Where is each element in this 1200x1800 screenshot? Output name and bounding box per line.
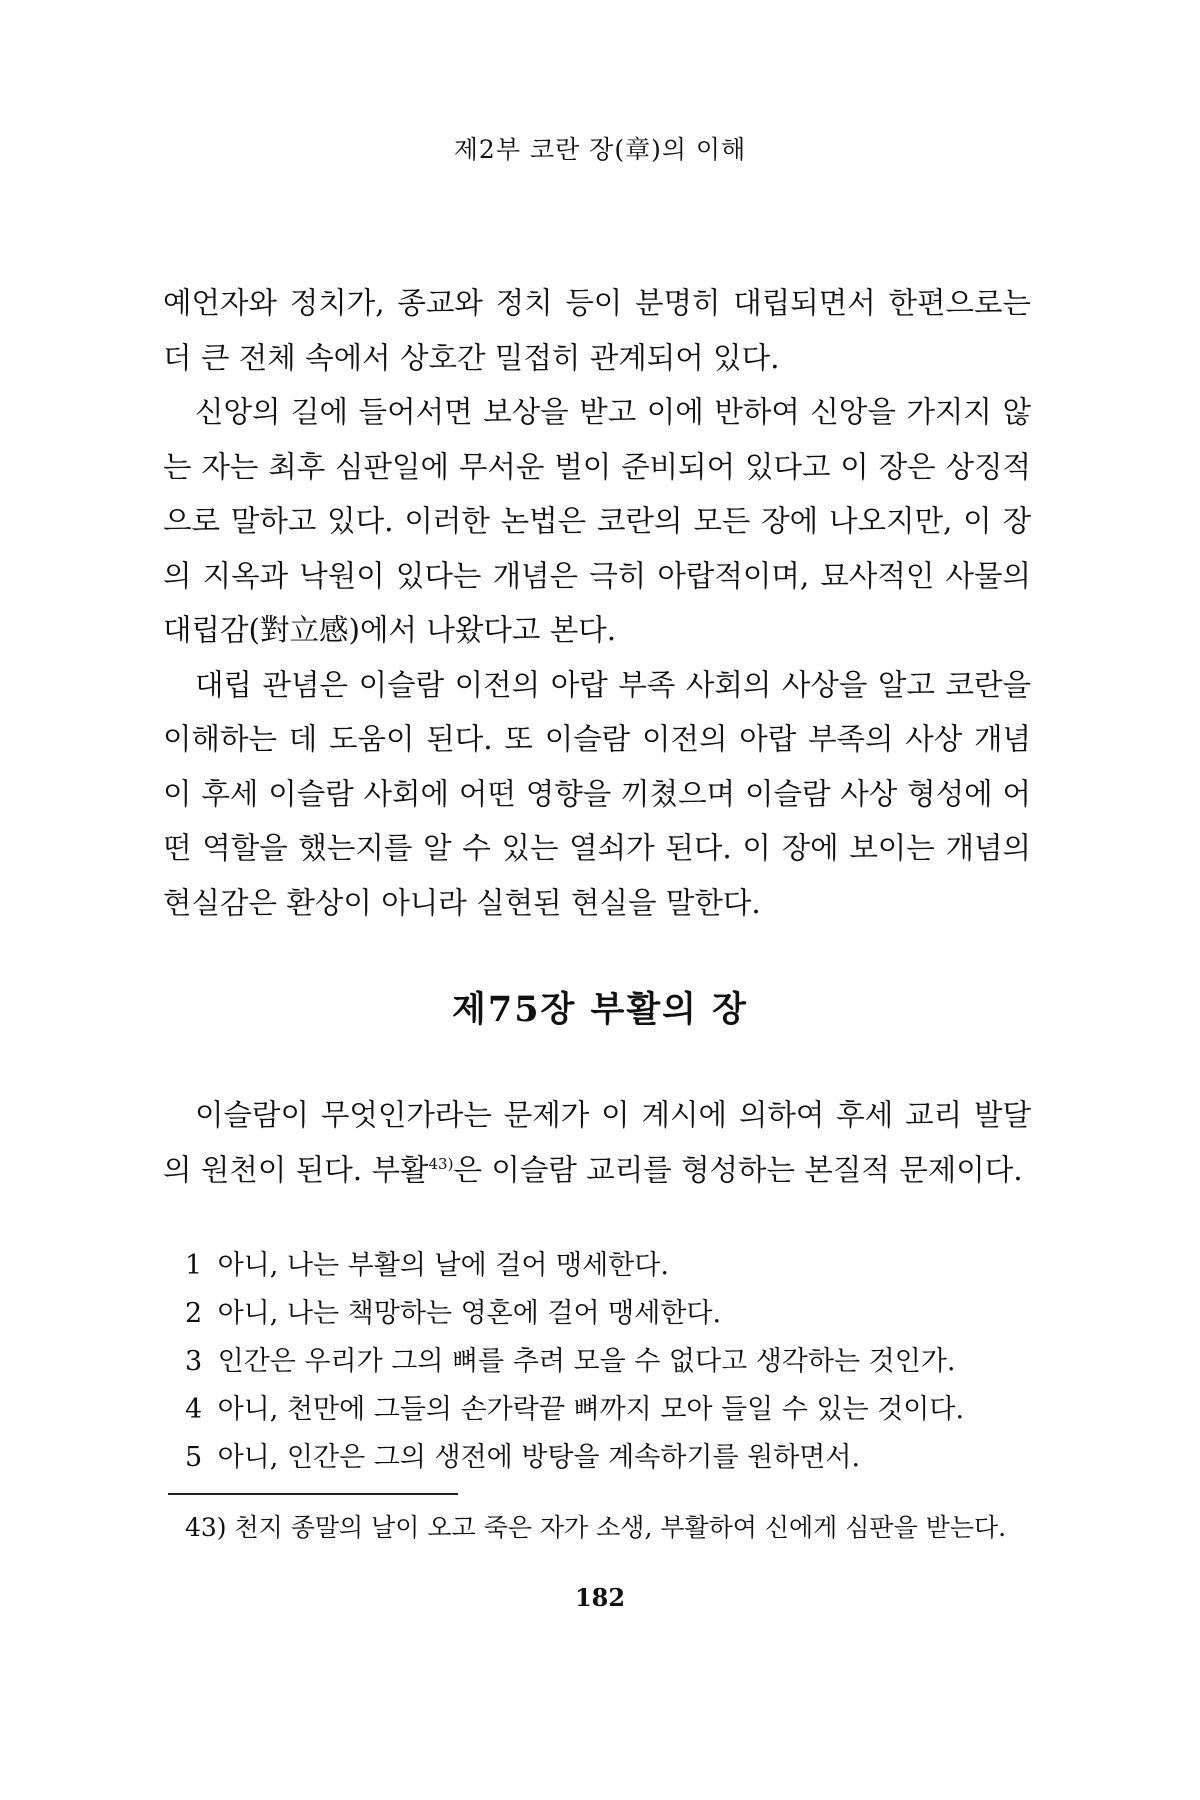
chapter-intro-part1: 이슬람이 무엇인가라는 문제가 이 계시에 의하여 후세 교리 발달의 원천이 된다. 부활	[163, 1098, 1031, 1187]
verse-number: 5	[185, 1442, 203, 1473]
verse-text: 아니, 나는 책망하는 영혼에 걸어 맹세한다.	[217, 1298, 722, 1329]
verse-item	[185, 1434, 1045, 1482]
paragraph-1: 예언자와 정치가, 종교와 정치 등이 분명히 대립되면서 한편으로는 더 큰 전체 속에서 상호간 밀접히 관계되어 있다.	[163, 286, 1031, 375]
verse-item	[185, 1290, 1045, 1338]
verse-item	[185, 1338, 1045, 1386]
verse-text: 아니, 나는 부활의 날에 걸어 맹세한다.	[217, 1250, 669, 1281]
verse-text: 아니, 인간은 그의 생전에 방탕을 계속하기를 원하면서.	[217, 1442, 861, 1473]
verse-number: 3	[185, 1346, 203, 1377]
footnote: 43) 천지 종말의 날이 오고 죽은 자가 소생, 부활하여 신에게 심판을 받는다.	[185, 1513, 1007, 1542]
paragraph-2: 신앙의 길에 들어서면 보상을 받고 이에 반하여 신앙을 가지지 않는 자는 최후 심판일에 무서운 벌이 준비되어 있다고 이 장은 상징적으로 말하고 있다. 이러한 논법은 코란의 모든 장에 나오지만, 이 장의 지옥과 낙원이 있다는 개념은 극히 아랍적이며, 묘사적인 사물의 대립감(對立感)에서 나왔다고 본다.	[163, 395, 1031, 647]
paragraph-3: 대립 관념은 이슬람 이전의 아랍 부족 사회의 사상을 알고 코란을 이해하는 데 도움이 된다. 또 이슬람 이전의 아랍 부족의 사상 개념이 후세 이슬람 사회에 어떤 영향을 끼쳤으며 이슬람 사상 형성에 어떤 역할을 했는지를 알 수 있는 열쇠가 된다. 이 장에 보이는 개념의 현실감은 환상이 아니라 실현된 현실을 말한다.	[163, 667, 1031, 920]
verse-text: 아니, 천만에 그들의 손가락끝 뼈까지 모아 들일 수 있는 것이다.	[217, 1394, 965, 1425]
verse-number: 2	[185, 1298, 203, 1329]
chapter-title: 제75장 부활의 장	[452, 989, 748, 1030]
running-header: 제2부 코란 장(章)의 이해	[453, 135, 747, 164]
verse-number: 4	[185, 1394, 203, 1425]
verse-item	[185, 1386, 1045, 1434]
verse-list	[185, 1242, 1045, 1482]
footnote-divider	[168, 1493, 458, 1495]
verse-number: 1	[185, 1250, 203, 1281]
intro-text	[163, 276, 1031, 930]
verse-text: 인간은 우리가 그의 뼈를 추려 모을 수 없다고 생각하는 것인가.	[217, 1346, 956, 1377]
chapter-intro-paragraph	[163, 1088, 1031, 1197]
chapter-intro	[163, 1088, 1031, 1197]
page-number: 182	[574, 1583, 626, 1612]
chapter-intro-part2: 은 이슬람 교리를 형성하는 본질적 문제이다.	[453, 1152, 1023, 1187]
verse-item	[185, 1242, 1045, 1290]
footnote-reference: 43)	[428, 1154, 454, 1173]
